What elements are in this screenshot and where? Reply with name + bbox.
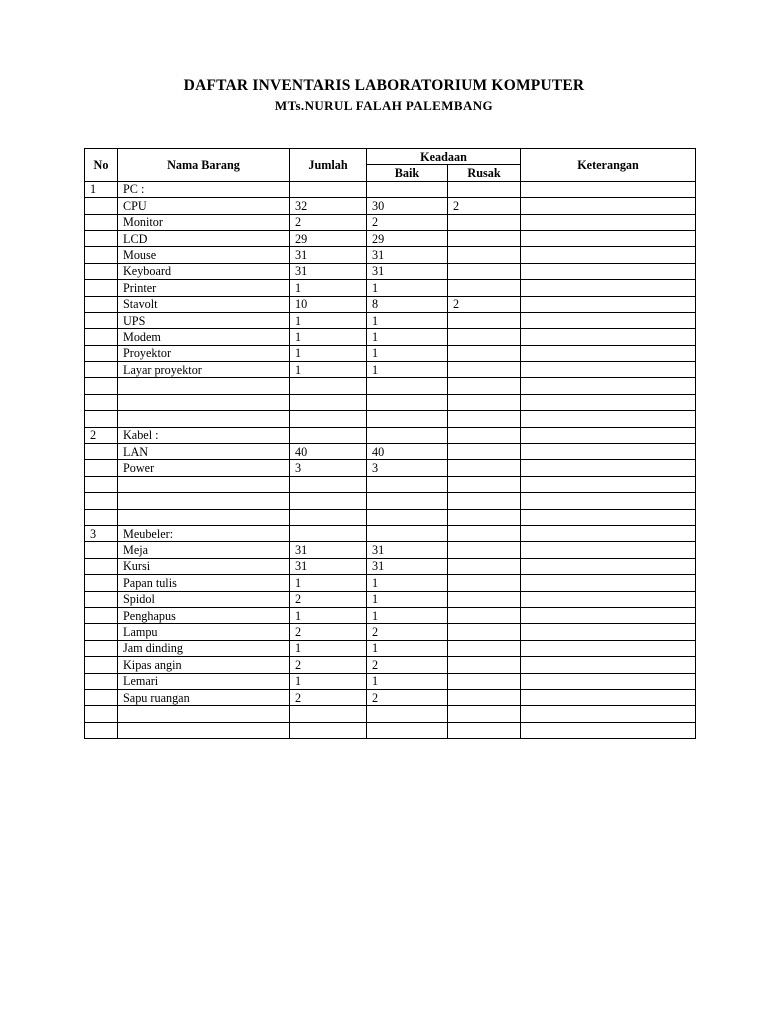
cell-no xyxy=(85,607,118,623)
cell-rusak xyxy=(448,706,521,722)
table-row xyxy=(85,378,696,394)
cell-no xyxy=(85,444,118,460)
cell-baik: 1 xyxy=(367,575,448,591)
cell-rusak xyxy=(448,411,521,427)
cell-keterangan xyxy=(521,460,696,476)
table-row xyxy=(85,230,696,246)
cell-rusak xyxy=(448,345,521,361)
cell-baik: 1 xyxy=(367,607,448,623)
cell-rusak xyxy=(448,476,521,492)
table-row xyxy=(85,575,696,591)
cell-nama-barang xyxy=(118,476,290,492)
cell-keterangan xyxy=(521,607,696,623)
cell-no xyxy=(85,329,118,345)
cell-keterangan xyxy=(521,394,696,410)
cell-no: 3 xyxy=(85,525,118,541)
cell-jumlah: 1 xyxy=(290,329,367,345)
cell-nama-barang: Modem xyxy=(118,329,290,345)
cell-baik: 31 xyxy=(367,263,448,279)
cell-jumlah: 1 xyxy=(290,575,367,591)
cell-no xyxy=(85,706,118,722)
cell-baik xyxy=(367,394,448,410)
cell-baik: 1 xyxy=(367,329,448,345)
cell-jumlah: 2 xyxy=(290,214,367,230)
cell-no xyxy=(85,689,118,705)
cell-keterangan xyxy=(521,214,696,230)
page-title: DAFTAR INVENTARIS LABORATORIUM KOMPUTER xyxy=(183,77,585,94)
cell-jumlah xyxy=(290,525,367,541)
cell-rusak xyxy=(448,280,521,296)
cell-no xyxy=(85,214,118,230)
cell-keterangan xyxy=(521,280,696,296)
cell-no: 1 xyxy=(85,181,118,197)
cell-baik: 1 xyxy=(367,640,448,656)
cell-baik: 8 xyxy=(367,296,448,312)
cell-jumlah xyxy=(290,427,367,443)
cell-jumlah: 2 xyxy=(290,657,367,673)
cell-nama-barang: Sapu ruangan xyxy=(118,689,290,705)
cell-baik: 31 xyxy=(367,558,448,574)
table-row xyxy=(85,427,696,443)
cell-rusak xyxy=(448,575,521,591)
table-row xyxy=(85,460,696,476)
table-row xyxy=(85,640,696,656)
cell-baik xyxy=(367,411,448,427)
table-row xyxy=(85,607,696,623)
cell-rusak xyxy=(448,509,521,525)
cell-baik: 31 xyxy=(367,542,448,558)
cell-jumlah xyxy=(290,509,367,525)
cell-keterangan xyxy=(521,591,696,607)
cell-keterangan xyxy=(521,493,696,509)
cell-baik: 3 xyxy=(367,460,448,476)
table-row xyxy=(85,476,696,492)
cell-no xyxy=(85,673,118,689)
cell-keterangan xyxy=(521,198,696,214)
cell-nama-barang xyxy=(118,411,290,427)
cell-rusak: 2 xyxy=(448,296,521,312)
cell-nama-barang: Lemari xyxy=(118,673,290,689)
cell-baik xyxy=(367,706,448,722)
cell-baik: 2 xyxy=(367,689,448,705)
cell-rusak xyxy=(448,558,521,574)
cell-rusak: 2 xyxy=(448,198,521,214)
cell-nama-barang: LAN xyxy=(118,444,290,460)
cell-baik: 1 xyxy=(367,280,448,296)
table-row xyxy=(85,558,696,574)
cell-baik: 1 xyxy=(367,362,448,378)
cell-nama-barang: Power xyxy=(118,460,290,476)
cell-no xyxy=(85,411,118,427)
cell-jumlah: 29 xyxy=(290,230,367,246)
cell-no xyxy=(85,460,118,476)
cell-baik: 2 xyxy=(367,214,448,230)
cell-jumlah: 2 xyxy=(290,591,367,607)
cell-nama-barang: Jam dinding xyxy=(118,640,290,656)
cell-baik xyxy=(367,181,448,197)
cell-nama-barang: Proyektor xyxy=(118,345,290,361)
cell-nama-barang: Monitor xyxy=(118,214,290,230)
header-jumlah: Jumlah xyxy=(290,149,367,182)
table-row xyxy=(85,394,696,410)
header-nama-barang: Nama Barang xyxy=(118,149,290,182)
cell-no xyxy=(85,198,118,214)
table-row xyxy=(85,525,696,541)
cell-jumlah xyxy=(290,181,367,197)
cell-nama-barang: Spidol xyxy=(118,591,290,607)
cell-no xyxy=(85,280,118,296)
table-row xyxy=(85,198,696,214)
cell-jumlah: 2 xyxy=(290,624,367,640)
cell-rusak xyxy=(448,722,521,738)
cell-jumlah: 31 xyxy=(290,558,367,574)
cell-nama-barang: LCD xyxy=(118,230,290,246)
cell-no xyxy=(85,312,118,328)
table-row xyxy=(85,263,696,279)
cell-nama-barang: Mouse xyxy=(118,247,290,263)
cell-no xyxy=(85,591,118,607)
cell-rusak xyxy=(448,181,521,197)
cell-nama-barang: Stavolt xyxy=(118,296,290,312)
cell-jumlah: 1 xyxy=(290,345,367,361)
cell-keterangan xyxy=(521,575,696,591)
cell-rusak xyxy=(448,640,521,656)
cell-rusak xyxy=(448,362,521,378)
cell-baik: 30 xyxy=(367,198,448,214)
cell-jumlah: 1 xyxy=(290,673,367,689)
cell-keterangan xyxy=(521,345,696,361)
cell-nama-barang: Meja xyxy=(118,542,290,558)
cell-nama-barang: CPU xyxy=(118,198,290,214)
table-row xyxy=(85,624,696,640)
cell-keterangan xyxy=(521,689,696,705)
page-subtitle: MTs.NURUL FALAH PALEMBANG xyxy=(274,98,494,113)
cell-jumlah: 31 xyxy=(290,263,367,279)
cell-no xyxy=(85,640,118,656)
cell-keterangan xyxy=(521,411,696,427)
cell-jumlah: 2 xyxy=(290,689,367,705)
cell-rusak xyxy=(448,263,521,279)
cell-rusak xyxy=(448,427,521,443)
cell-no xyxy=(85,378,118,394)
cell-no xyxy=(85,296,118,312)
cell-keterangan xyxy=(521,525,696,541)
header-rusak: Rusak xyxy=(448,165,521,181)
cell-baik: 2 xyxy=(367,624,448,640)
cell-nama-barang: Penghapus xyxy=(118,607,290,623)
cell-baik: 40 xyxy=(367,444,448,460)
cell-baik: 1 xyxy=(367,312,448,328)
cell-jumlah: 1 xyxy=(290,312,367,328)
cell-rusak xyxy=(448,329,521,345)
table-row xyxy=(85,706,696,722)
cell-keterangan xyxy=(521,427,696,443)
cell-nama-barang: Kipas angin xyxy=(118,657,290,673)
cell-keterangan xyxy=(521,558,696,574)
cell-keterangan xyxy=(521,329,696,345)
cell-keterangan xyxy=(521,722,696,738)
cell-nama-barang xyxy=(118,493,290,509)
cell-keterangan xyxy=(521,181,696,197)
cell-no xyxy=(85,558,118,574)
cell-no: 2 xyxy=(85,427,118,443)
cell-keterangan xyxy=(521,624,696,640)
cell-keterangan xyxy=(521,312,696,328)
cell-nama-barang: Kabel : xyxy=(118,427,290,443)
cell-nama-barang: Lampu xyxy=(118,624,290,640)
cell-baik: 1 xyxy=(367,673,448,689)
cell-keterangan xyxy=(521,476,696,492)
table-header xyxy=(85,149,696,182)
table-row xyxy=(85,247,696,263)
cell-keterangan xyxy=(521,247,696,263)
cell-no xyxy=(85,509,118,525)
cell-baik: 2 xyxy=(367,657,448,673)
cell-rusak xyxy=(448,525,521,541)
cell-jumlah: 40 xyxy=(290,444,367,460)
header-no: No xyxy=(85,149,118,182)
cell-no xyxy=(85,722,118,738)
inventory-table xyxy=(84,148,696,739)
cell-jumlah xyxy=(290,476,367,492)
cell-rusak xyxy=(448,214,521,230)
cell-nama-barang: Keyboard xyxy=(118,263,290,279)
cell-keterangan xyxy=(521,706,696,722)
cell-keterangan xyxy=(521,509,696,525)
cell-nama-barang xyxy=(118,722,290,738)
table-row xyxy=(85,657,696,673)
cell-rusak xyxy=(448,689,521,705)
cell-rusak xyxy=(448,444,521,460)
cell-rusak xyxy=(448,591,521,607)
table-row xyxy=(85,411,696,427)
cell-rusak xyxy=(448,673,521,689)
cell-nama-barang xyxy=(118,394,290,410)
cell-rusak xyxy=(448,394,521,410)
cell-baik xyxy=(367,722,448,738)
cell-jumlah xyxy=(290,493,367,509)
cell-no xyxy=(85,247,118,263)
cell-jumlah: 3 xyxy=(290,460,367,476)
cell-no xyxy=(85,657,118,673)
cell-rusak xyxy=(448,607,521,623)
table-row xyxy=(85,542,696,558)
cell-jumlah: 1 xyxy=(290,640,367,656)
cell-no xyxy=(85,362,118,378)
cell-baik xyxy=(367,378,448,394)
cell-keterangan xyxy=(521,657,696,673)
table-row xyxy=(85,214,696,230)
cell-jumlah: 1 xyxy=(290,362,367,378)
cell-no xyxy=(85,575,118,591)
table-row xyxy=(85,296,696,312)
cell-keterangan xyxy=(521,296,696,312)
cell-no xyxy=(85,263,118,279)
cell-nama-barang: UPS xyxy=(118,312,290,328)
table-row xyxy=(85,673,696,689)
cell-keterangan xyxy=(521,542,696,558)
cell-keterangan xyxy=(521,263,696,279)
cell-nama-barang: PC : xyxy=(118,181,290,197)
cell-keterangan xyxy=(521,362,696,378)
cell-baik xyxy=(367,427,448,443)
cell-jumlah xyxy=(290,722,367,738)
cell-no xyxy=(85,394,118,410)
cell-baik xyxy=(367,509,448,525)
cell-jumlah: 10 xyxy=(290,296,367,312)
table-body xyxy=(85,181,696,738)
table-row xyxy=(85,689,696,705)
cell-no xyxy=(85,476,118,492)
cell-rusak xyxy=(448,493,521,509)
table-row xyxy=(85,345,696,361)
table-row xyxy=(85,329,696,345)
table-row xyxy=(85,444,696,460)
cell-no xyxy=(85,542,118,558)
cell-nama-barang: Papan tulis xyxy=(118,575,290,591)
cell-keterangan xyxy=(521,230,696,246)
cell-jumlah xyxy=(290,378,367,394)
cell-no xyxy=(85,624,118,640)
table-row xyxy=(85,280,696,296)
table-row xyxy=(85,362,696,378)
cell-jumlah: 31 xyxy=(290,247,367,263)
cell-no xyxy=(85,493,118,509)
cell-nama-barang xyxy=(118,378,290,394)
cell-nama-barang: Kursi xyxy=(118,558,290,574)
cell-jumlah: 1 xyxy=(290,280,367,296)
cell-no xyxy=(85,345,118,361)
cell-baik: 1 xyxy=(367,591,448,607)
cell-rusak xyxy=(448,312,521,328)
cell-nama-barang: Meubeler: xyxy=(118,525,290,541)
cell-rusak xyxy=(448,460,521,476)
cell-rusak xyxy=(448,378,521,394)
cell-rusak xyxy=(448,230,521,246)
cell-keterangan xyxy=(521,673,696,689)
cell-nama-barang: Printer xyxy=(118,280,290,296)
cell-jumlah: 31 xyxy=(290,542,367,558)
header-keterangan: Keterangan xyxy=(521,149,696,182)
cell-rusak xyxy=(448,247,521,263)
cell-rusak xyxy=(448,657,521,673)
cell-keterangan xyxy=(521,378,696,394)
cell-rusak xyxy=(448,624,521,640)
cell-nama-barang xyxy=(118,706,290,722)
cell-baik xyxy=(367,493,448,509)
table-row xyxy=(85,591,696,607)
cell-jumlah xyxy=(290,706,367,722)
cell-nama-barang xyxy=(118,509,290,525)
cell-rusak xyxy=(448,542,521,558)
table-row xyxy=(85,509,696,525)
cell-jumlah: 32 xyxy=(290,198,367,214)
table-row xyxy=(85,181,696,197)
header-keadaan: Keadaan xyxy=(367,149,521,165)
cell-jumlah: 1 xyxy=(290,607,367,623)
cell-keterangan xyxy=(521,640,696,656)
cell-jumlah xyxy=(290,411,367,427)
cell-baik: 29 xyxy=(367,230,448,246)
cell-baik: 1 xyxy=(367,345,448,361)
header-baik: Baik xyxy=(367,165,448,181)
cell-baik: 31 xyxy=(367,247,448,263)
cell-baik xyxy=(367,525,448,541)
cell-keterangan xyxy=(521,444,696,460)
cell-no xyxy=(85,230,118,246)
cell-baik xyxy=(367,476,448,492)
cell-jumlah xyxy=(290,394,367,410)
cell-nama-barang: Layar proyektor xyxy=(118,362,290,378)
table-row xyxy=(85,312,696,328)
table-row xyxy=(85,722,696,738)
table-row xyxy=(85,493,696,509)
